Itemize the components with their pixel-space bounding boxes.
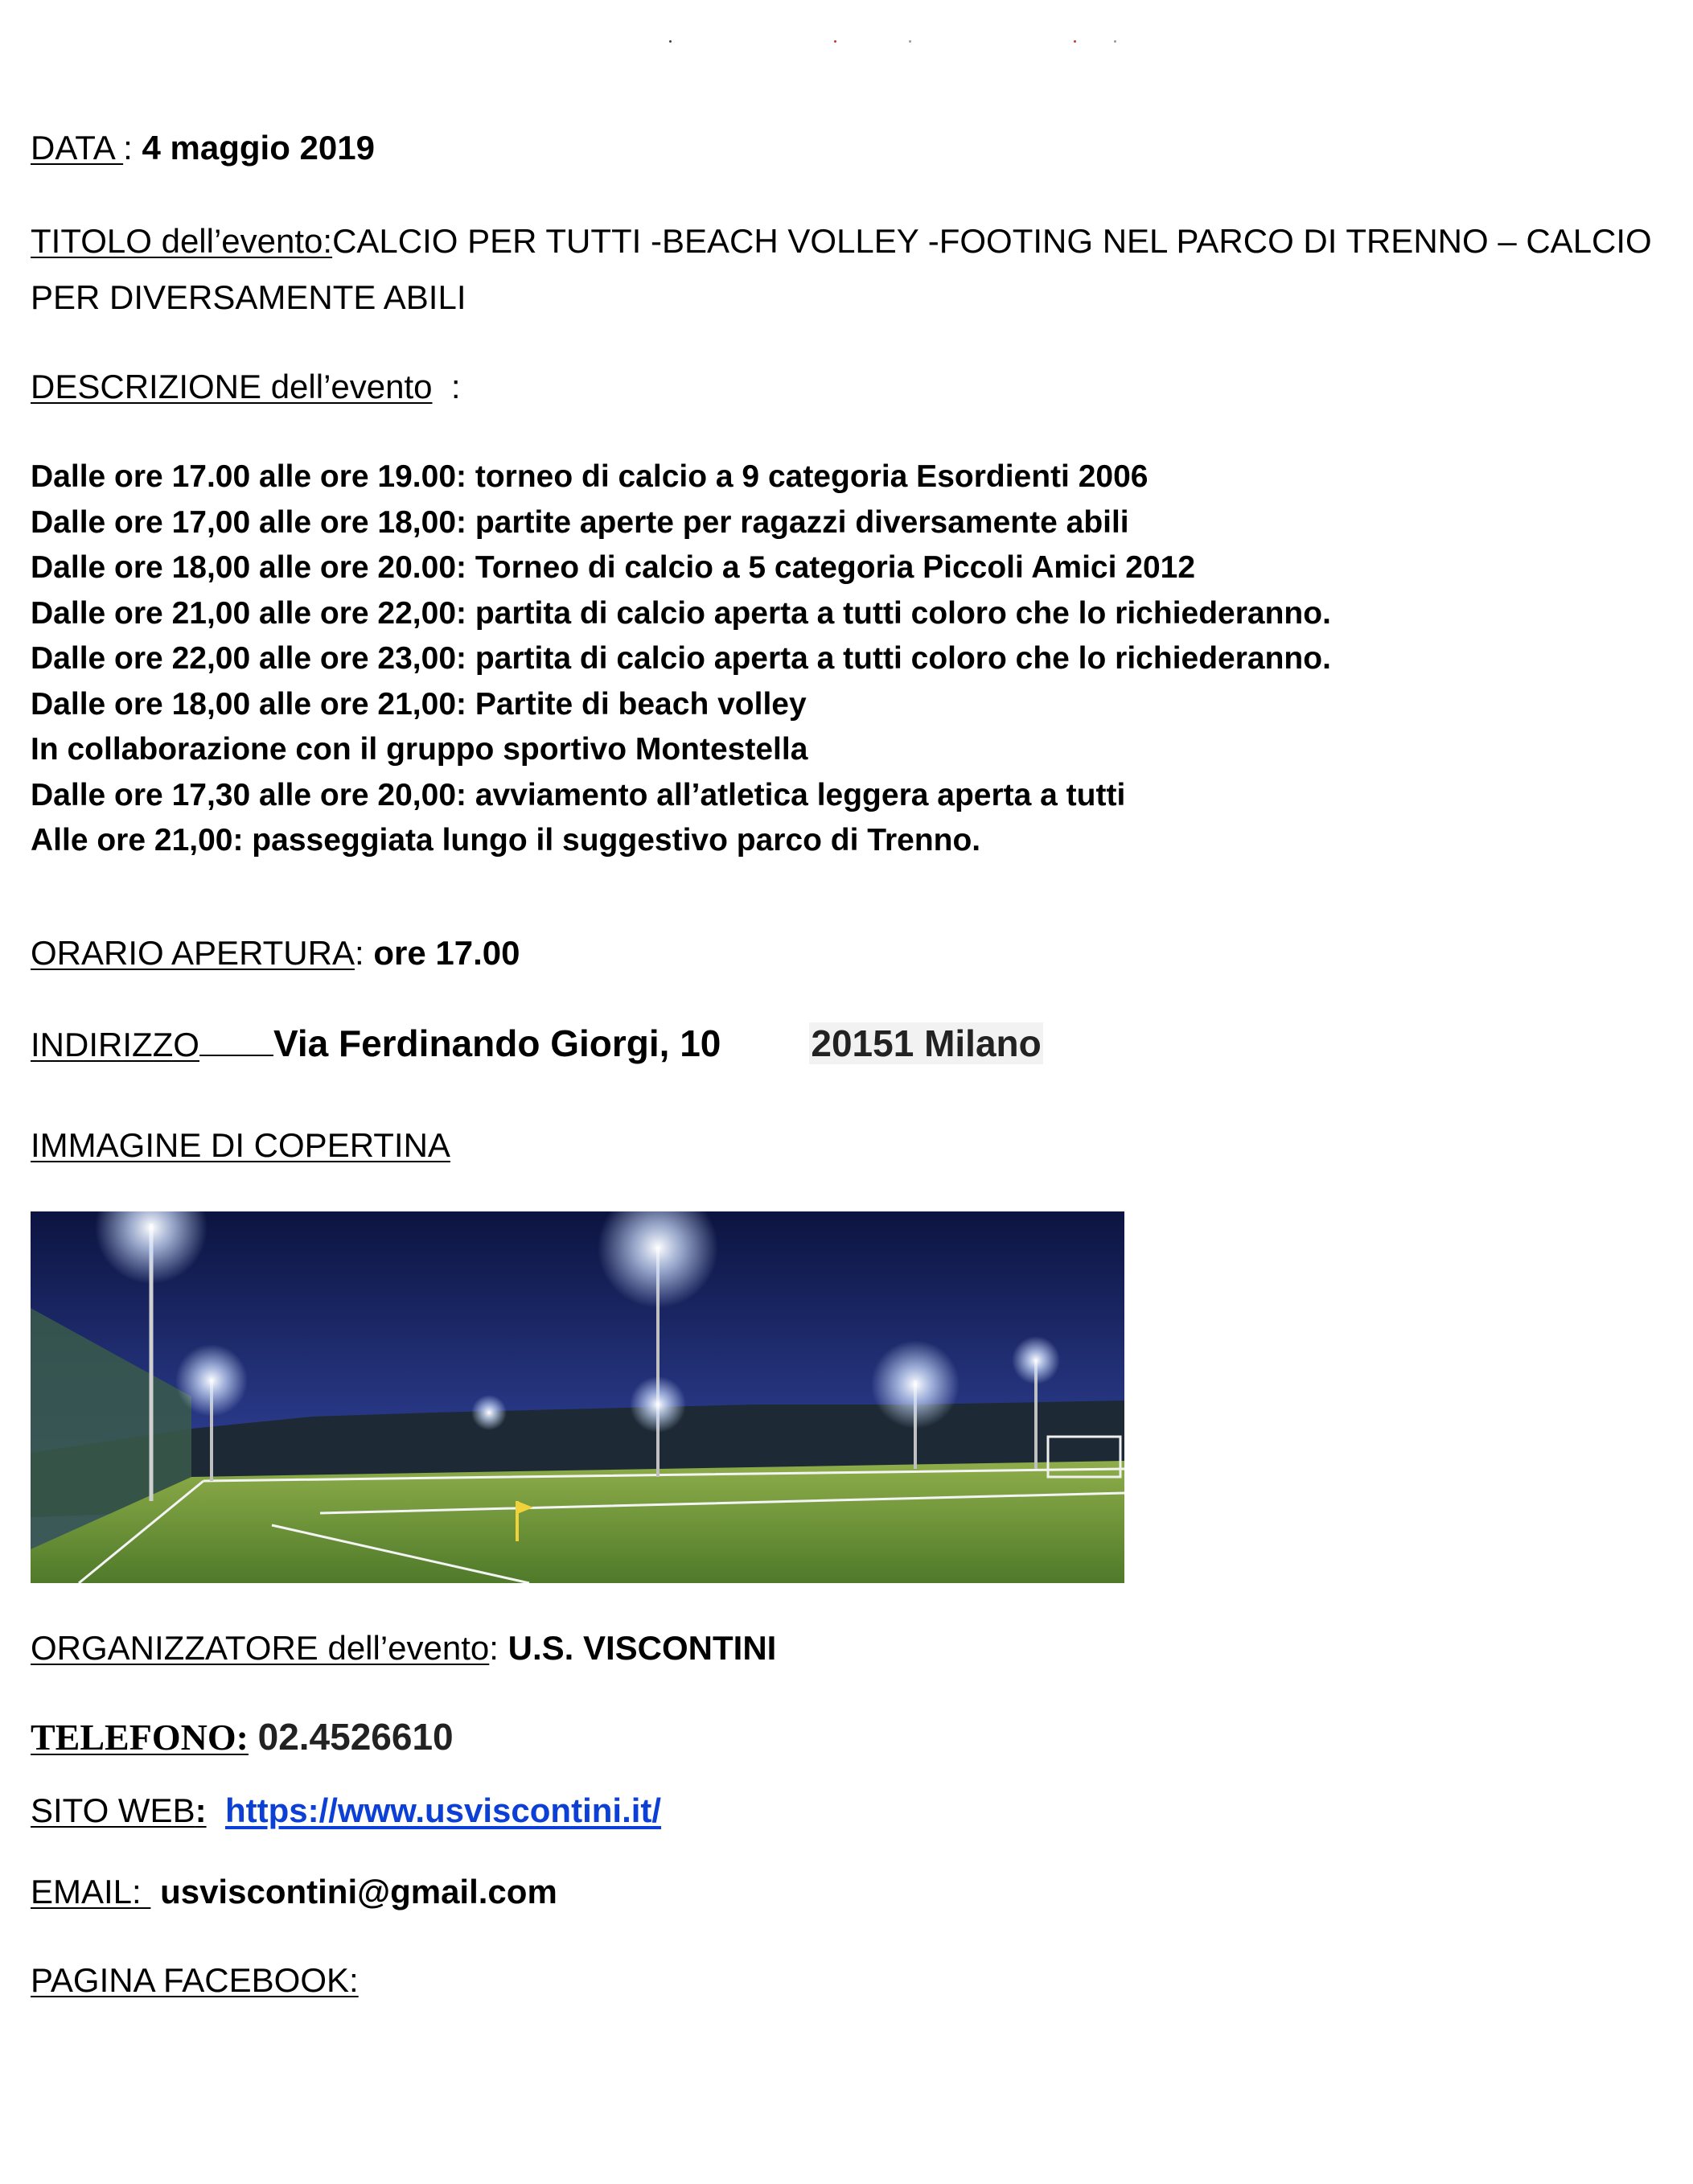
description-label: DESCRIZIONE dell’evento [31, 368, 433, 405]
phone-row [31, 1711, 454, 1763]
title-label: TITOLO dell’evento: [31, 222, 333, 260]
date-label: DATA [31, 129, 124, 167]
facebook-label: PAGINA FACEBOOK: [31, 1961, 359, 1999]
email-label: EMAIL: [31, 1873, 151, 1910]
organizer-value: U.S. VISCONTINI [507, 1629, 777, 1667]
description-item: Dalle ore 17,30 alle ore 20,00: avviamento all’atletica leggera aperta a tutti [31, 777, 1126, 812]
email-value: usviscontini@gmail.com [160, 1873, 557, 1910]
facebook-row [31, 1957, 359, 2005]
website-row [31, 1787, 661, 1835]
description-item: Dalle ore 17.00 alle ore 19.00: torneo di calcio a 9 categoria Esordienti 2006 [31, 459, 1149, 494]
address-city: 20151 Milano [811, 1022, 1042, 1064]
website-label: SITO WEB [31, 1791, 195, 1829]
phone-value: 02.4526610 [257, 1716, 454, 1758]
description-sep: : [432, 368, 461, 405]
title-row [31, 213, 1655, 326]
date-sep: : [123, 129, 142, 167]
date-row [31, 125, 375, 172]
organizer-label: ORGANIZZATORE dell’evento [31, 1629, 490, 1667]
opening-time-value: ore 17.00 [373, 934, 520, 972]
cover-image-row [31, 1122, 450, 1170]
organizer-row [31, 1625, 776, 1672]
description-item: Dalle ore 21,00 alle ore 22,00: partita di calcio aperta a tutti coloro che lo richiederanno. [31, 595, 1331, 631]
description-row [31, 364, 461, 411]
email-row [31, 1869, 557, 1916]
organizer-sep: : [489, 1629, 508, 1667]
description-item: Dalle ore 18,00 alle ore 21,00: Partite di beach volley [31, 686, 807, 722]
date-value: 4 maggio 2019 [142, 129, 375, 167]
phone-label: TELEFONO: [31, 1717, 249, 1758]
football-field-photo [31, 1211, 1124, 1583]
opening-time-sep: : [354, 934, 374, 972]
address-underline [199, 1055, 273, 1056]
description-item: In collaborazione con il gruppo sportivo Montestella [31, 732, 808, 767]
address-street: Via Ferdinando Giorgi, 10 [273, 1022, 721, 1064]
address-row [31, 1018, 1043, 1069]
website-sep: : [195, 1791, 207, 1829]
opening-time-label: ORARIO APERTURA [31, 934, 355, 972]
description-list [31, 454, 1331, 864]
description-item: Dalle ore 22,00 alle ore 23,00: partita di calcio aperta a tutti coloro che lo richiederanno. [31, 641, 1331, 676]
address-label: INDIRIZZO [31, 1026, 199, 1063]
cover-image-label: IMMAGINE DI COPERTINA [31, 1126, 450, 1164]
website-link[interactable]: https://www.usviscontini.it/ [224, 1791, 662, 1829]
description-item: Dalle ore 17,00 alle ore 18,00: partite aperte per ragazzi diversamente abili [31, 504, 1129, 540]
cover-image [31, 1211, 1124, 1583]
description-item: Alle ore 21,00: passeggiata lungo il suggestivo parco di Trenno. [31, 823, 981, 858]
title-value: CALCIO PER TUTTI -BEACH VOLLEY -FOOTING NEL PARCO DI TRENNO – CALCIO PER DIVERSAMENTE ABILI [31, 222, 1652, 316]
description-item: Dalle ore 18,00 alle ore 20.00: Torneo di calcio a 5 categoria Piccoli Amici 2012 [31, 550, 1196, 585]
opening-time-row [31, 930, 520, 977]
scan-marks [0, 40, 1693, 43]
